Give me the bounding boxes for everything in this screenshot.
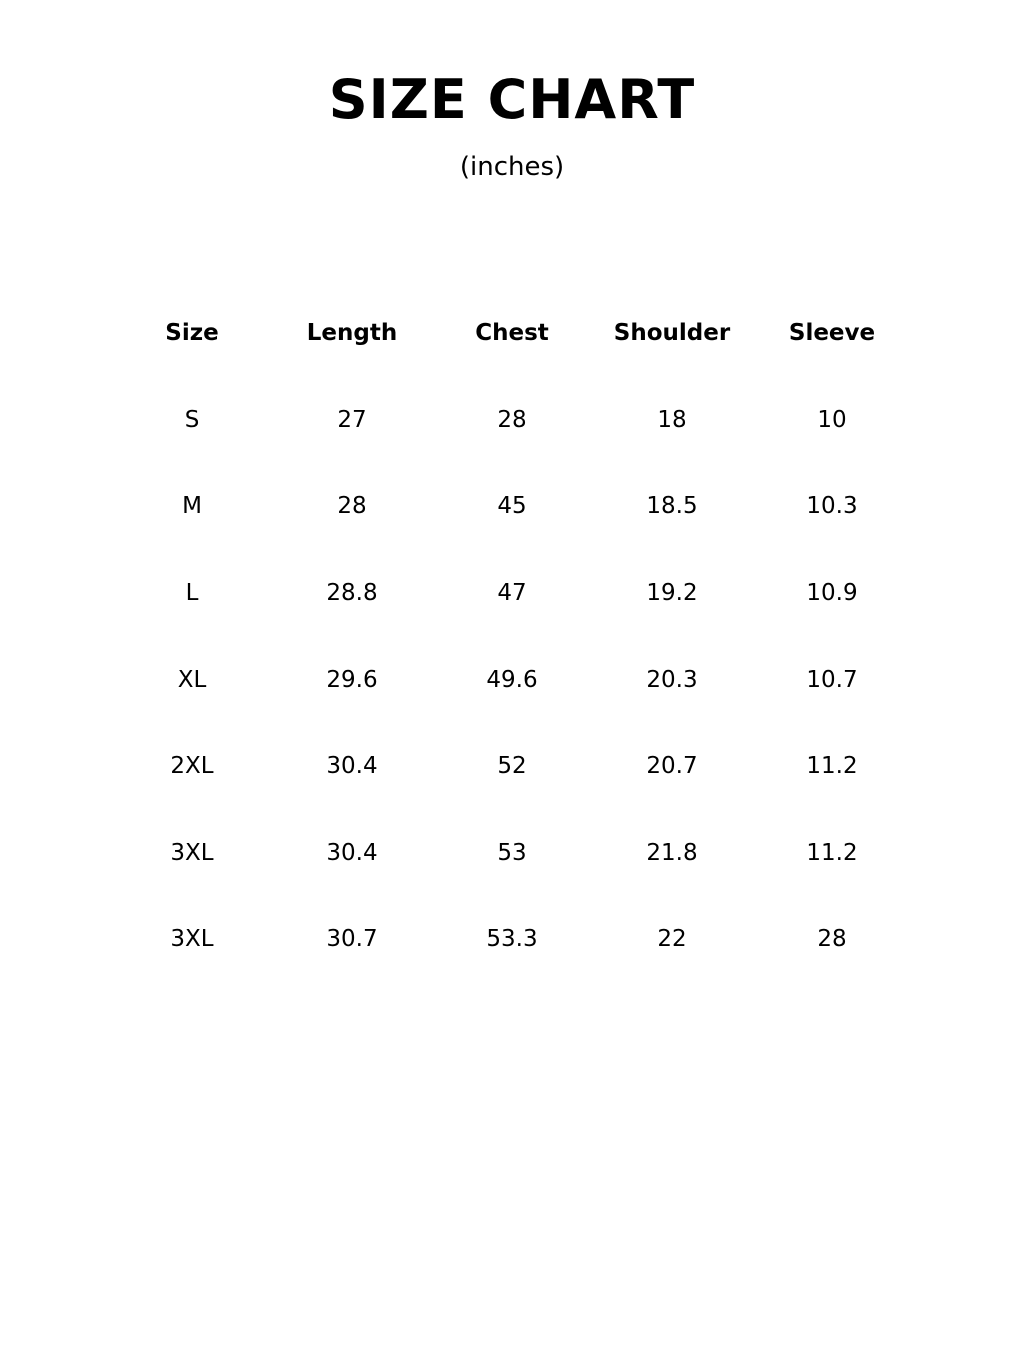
cell-size: M <box>182 493 202 520</box>
cell-size: L <box>185 580 199 607</box>
cell-sleeve: 10.3 <box>806 493 858 520</box>
header-size: Size <box>165 320 219 347</box>
cell-chest: 49.6 <box>486 666 538 693</box>
table-row <box>112 810 912 897</box>
cell-sleeve: 11.2 <box>806 753 858 780</box>
cell-chest: 53.3 <box>486 926 538 953</box>
page-title: SIZE CHART <box>328 68 696 131</box>
cell-size: 3XL <box>170 839 214 866</box>
cell-size: S <box>184 406 200 433</box>
header-length: Length <box>306 320 398 347</box>
cell-shoulder: 19.2 <box>646 580 698 607</box>
unit-subtitle: (inches) <box>459 152 565 182</box>
cell-chest: 47 <box>497 580 527 607</box>
cell-sleeve: 28 <box>817 926 847 953</box>
cell-sleeve: 10 <box>817 406 847 433</box>
cell-shoulder: 21.8 <box>646 839 698 866</box>
cell-chest: 28 <box>497 406 527 433</box>
cell-size: XL <box>177 666 207 693</box>
cell-shoulder: 22 <box>657 926 687 953</box>
size-table <box>112 290 912 983</box>
cell-chest: 53 <box>497 839 527 866</box>
cell-size: 3XL <box>170 926 214 953</box>
cell-chest: 52 <box>497 753 527 780</box>
cell-size: 2XL <box>170 753 214 780</box>
table-row <box>112 896 912 983</box>
cell-length: 30.4 <box>326 839 378 866</box>
table-row <box>112 550 912 637</box>
cell-length: 29.6 <box>326 666 378 693</box>
table-row <box>112 636 912 723</box>
cell-length: 28 <box>337 493 367 520</box>
header-sleeve: Sleeve <box>788 320 876 347</box>
table-header-row <box>112 290 912 377</box>
table-row <box>112 377 912 464</box>
table-row <box>112 723 912 810</box>
cell-sleeve: 10.7 <box>806 666 858 693</box>
cell-shoulder: 20.3 <box>646 666 698 693</box>
header-chest: Chest <box>475 320 549 347</box>
cell-length: 27 <box>337 406 367 433</box>
cell-chest: 45 <box>497 493 527 520</box>
cell-length: 28.8 <box>326 580 378 607</box>
cell-shoulder: 18.5 <box>646 493 698 520</box>
cell-sleeve: 11.2 <box>806 839 858 866</box>
cell-length: 30.7 <box>326 926 378 953</box>
cell-length: 30.4 <box>326 753 378 780</box>
header-shoulder: Shoulder <box>613 320 731 347</box>
table-row <box>112 463 912 550</box>
cell-shoulder: 18 <box>657 406 687 433</box>
cell-shoulder: 20.7 <box>646 753 698 780</box>
cell-sleeve: 10.9 <box>806 580 858 607</box>
